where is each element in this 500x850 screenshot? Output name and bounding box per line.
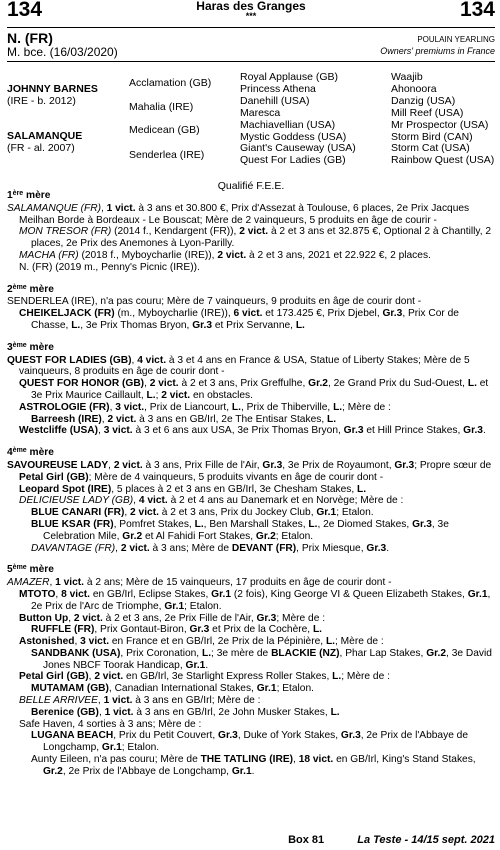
entry: QUEST FOR HONOR (GB), 2 vict. à 2 et 3 ans, Prix Greffulhe, Gr.2, 2e Grand Prix du Sud-Ouest, L. et 3e Prix Maurice Caillault, L.; 2 vict. en obstacles. bbox=[19, 378, 489, 401]
lot-number-left: 134 bbox=[7, 0, 43, 21]
entry: MACHA (FR) (2018 f., Myboycharlie (IRE)), 2 vict. à 2 et 3 ans, 2021 et 22.922 €, 2 places. bbox=[19, 249, 431, 261]
entry: Safe Haven, 4 sorties à 3 ans; Mère de : bbox=[19, 718, 202, 730]
entry: MUTAMAM (GB), Canadian International Stakes, Gr.1; Etalon. bbox=[31, 683, 314, 695]
pedigree-gen2: Acclamation (GB) bbox=[129, 77, 212, 89]
lot-name: N. (FR) bbox=[7, 30, 53, 46]
entry: LUGANA BEACH, Prix du Petit Couvert, Gr.3, Duke of York Stakes, Gr.3, 2e Prix de l'Abbaye de Longchamp, Gr.1; Etalon. bbox=[31, 730, 469, 754]
pedigree-gen4: Ahonoora bbox=[391, 82, 437, 95]
heading-2eme-mere: 2ème mère bbox=[7, 283, 54, 295]
consignor-stars: *** bbox=[245, 11, 257, 21]
heading-3eme-mere: 3ème mère bbox=[7, 341, 54, 353]
entry: Astonished, 3 vict. en France et en GB/Irl, 2e Prix de la Pépinière, L.; Mère de : bbox=[19, 636, 384, 648]
pedigree-gen3: Princess Athena bbox=[240, 82, 316, 95]
entry: Barreesh (IRE), 2 vict. à 3 ans en GB/Irl, 2e The Entisar Stakes, L. bbox=[31, 413, 337, 425]
entry: Petal Girl (GB), 2 vict. en GB/Irl, 3e Starlight Express Roller Stakes, L.; Mère de : bbox=[19, 671, 390, 683]
lot-birth: M. bce. (16/03/2020) bbox=[7, 45, 118, 59]
page-footer bbox=[288, 834, 495, 846]
lot-number-right: 134 bbox=[459, 0, 495, 21]
pedigree-gen2: Senderlea (IRE) bbox=[129, 149, 205, 161]
heading-5eme-mere: 5ème mère bbox=[7, 564, 54, 576]
lot-rule bbox=[7, 61, 495, 62]
pedigree-gen4: Waajib bbox=[391, 71, 423, 83]
entry: SENDERLEA (IRE), n'a pas couru; Mère de 7 vainqueurs, 9 produits en âge de courir dont - bbox=[7, 296, 422, 308]
heading-4eme-mere: 4ème mère bbox=[7, 447, 54, 459]
pedigree-table bbox=[7, 72, 495, 172]
pedigree-gen3: Maresca bbox=[240, 106, 281, 119]
pedigree-gen3: Giant's Causeway (USA) bbox=[240, 142, 356, 154]
entry: DAVANTAGE (FR), 2 vict. à 3 ans; Mère de DEVANT (FR), Prix Miesque, Gr.3. bbox=[31, 542, 390, 554]
pedigree-gen3: Machiavellian (USA) bbox=[240, 119, 336, 131]
entry: N. (FR) (2019 m., Penny's Picnic (IRE)). bbox=[19, 261, 200, 273]
entry: DELICIEUSE LADY (GB), 4 vict. à 2 et 4 ans au Danemark et en Norvège; Mère de : bbox=[19, 495, 404, 507]
pedigree-gen3: Danehill (USA) bbox=[240, 95, 310, 107]
pedigree-dam-info: (FR - al. 2007) bbox=[7, 142, 75, 154]
consignor-title: Haras des Granges bbox=[196, 0, 306, 13]
pedigree-gen4: Storm Cat (USA) bbox=[391, 142, 470, 154]
heading-1re-mere: 1ère mère bbox=[7, 190, 51, 201]
header-rule bbox=[7, 27, 495, 28]
entry: BLUE CANARI (FR), 2 vict. à 2 et 3 ans, Prix du Jockey Club, Gr.1; Etalon. bbox=[31, 507, 374, 519]
pedigree-sire: JOHNNY BARNES bbox=[7, 83, 98, 95]
dam-line-text bbox=[7, 190, 495, 778]
entry: AMAZER, 1 vict. à 2 ans; Mère de 15 vainqueurs, 17 produits en âge de courir dont - bbox=[7, 577, 392, 589]
entry: MTOTO, 8 vict. en GB/Irl, Eclipse Stakes, Gr.1 (2 fois), King George VI & Queen Elizabeth Stakes, Gr.1, 2e Prix de l'Arc de Triomphe, Gr.1; Etalon. bbox=[19, 588, 491, 612]
qualified-fee: Qualifié F.E.E. bbox=[217, 180, 285, 192]
entry: RUFFLE (FR), Prix Gontaut-Biron, Gr.3 et Prix de la Cochère, L. bbox=[31, 624, 323, 636]
pedigree-gen4: Mr Prospector (USA) bbox=[391, 119, 489, 131]
pedigree-gen2: Medicean (GB) bbox=[129, 124, 200, 136]
owners-premium: Owners' premiums in France bbox=[380, 46, 495, 56]
pedigree-gen3: Mystic Goddess (USA) bbox=[240, 130, 347, 143]
footer-box: Box 81 bbox=[288, 834, 325, 846]
entry: Leopard Spot (IRE), 5 places à 2 et 3 ans en GB/Irl, 3e Chesham Stakes, L. bbox=[19, 483, 367, 495]
entry: BELLE ARRIVEE, 1 vict. à 3 ans en GB/Irl; Mère de : bbox=[19, 695, 261, 707]
entry: Berenice (GB), 1 vict. à 3 ans en GB/Irl, 2e John Musker Stakes, L. bbox=[31, 706, 340, 718]
pedigree-gen4: Rainbow Quest (USA) bbox=[391, 153, 495, 166]
entry: QUEST FOR LADIES (GB), 4 vict. à 3 et 4 ans en France & USA, Statue of Liberty Stakes; Mère de 5 vainqueurs, 8 produits en âge de courir dont - bbox=[7, 354, 470, 378]
entry: SANDBANK (USA), Prix Coronation, L.; 3e mère de BLACKIE (NZ), Phar Lap Stakes, Gr.2, 3e David Jones NBCF Toorak Handicap, Gr.1. bbox=[31, 647, 492, 671]
entry: SAVOUREUSE LADY, 2 vict. à 3 ans, Prix Fille de l'Air, Gr.3, 3e Prix de Royaumont, Gr.3; Propre sœur de Petal Girl (GB); Mère de 4 vainqueurs, 5 produits vivants en âge de courir dont - bbox=[7, 459, 492, 483]
entry: CHEIKELJACK (FR) (m., Myboycharlie (IRE)), 6 vict. et 173.425 €, Prix Djebel, Gr.3, Prix Cor de Chasse, L., 3e Prix Thomas Bryon, Gr.3 et Prix Servanne, L. bbox=[19, 308, 459, 331]
pedigree-gen4: Danzig (USA) bbox=[391, 95, 456, 107]
pedigree-gen4: Storm Bird (CAN) bbox=[391, 130, 473, 143]
pedigree-gen3: Royal Applause (GB) bbox=[240, 71, 339, 83]
pedigree-gen2: Mahalia (IRE) bbox=[129, 101, 194, 113]
pedigree-gen4: Mill Reef (USA) bbox=[391, 106, 464, 119]
lot-category: POULAIN YEARLING bbox=[417, 35, 495, 44]
entry: Westcliffe (USA), 3 vict. à 3 et 6 ans aux USA, 3e Prix Thomas Bryon, Gr.3 et Hill Prince Stakes, Gr.3. bbox=[19, 425, 486, 437]
entry: Button Up, 2 vict. à 2 et 3 ans, 2e Prix Fille de l'Air, Gr.3; Mère de : bbox=[19, 612, 326, 624]
footer-event: La Teste - 14/15 sept. 2021 bbox=[357, 834, 495, 846]
entry: ASTROLOGIE (FR), 3 vict., Prix de Liancourt, L., Prix de Thiberville, L.; Mère de : bbox=[19, 401, 391, 413]
entry: Aunty Eileen, n'a pas couru; Mère de THE TATLING (IRE), 18 vict. en GB/Irl, King's Stand Stakes, Gr.2, 2e Prix de l'Abbaye de Longchamp, Gr.1. bbox=[31, 754, 476, 777]
pedigree-sire-info: (IRE - b. 2012) bbox=[7, 95, 76, 107]
entry: SALAMANQUE (FR), 1 vict. à 3 ans et 30.800 €, Prix d'Assezat à Toulouse, 6 places, 2e Prix Jacques Meilhan Borde à Bordeaux - Le Bouscat; Mère de 2 vainqueurs, 5 produits en âge de courir - bbox=[7, 202, 470, 226]
pedigree-dam: SALAMANQUE bbox=[7, 130, 83, 142]
entry: BLUE KSAR (FR), Pomfret Stakes, L., Ben Marshall Stakes, L., 2e Diomed Stakes, Gr.3, 3e Celebration Mile, Gr.2 et Al Fahidi Fort Stakes, Gr.2; Etalon. bbox=[31, 518, 449, 542]
entry: MON TRESOR (FR) (2014 f., Kendargent (FR)), 2 vict. à 2 et 3 ans et 32.875 €, Optional 2 à Chantilly, 2 places, 2e Prix des Anemones à Lyon-Parilly. bbox=[19, 226, 492, 250]
pedigree-gen3: Quest For Ladies (GB) bbox=[240, 153, 346, 166]
